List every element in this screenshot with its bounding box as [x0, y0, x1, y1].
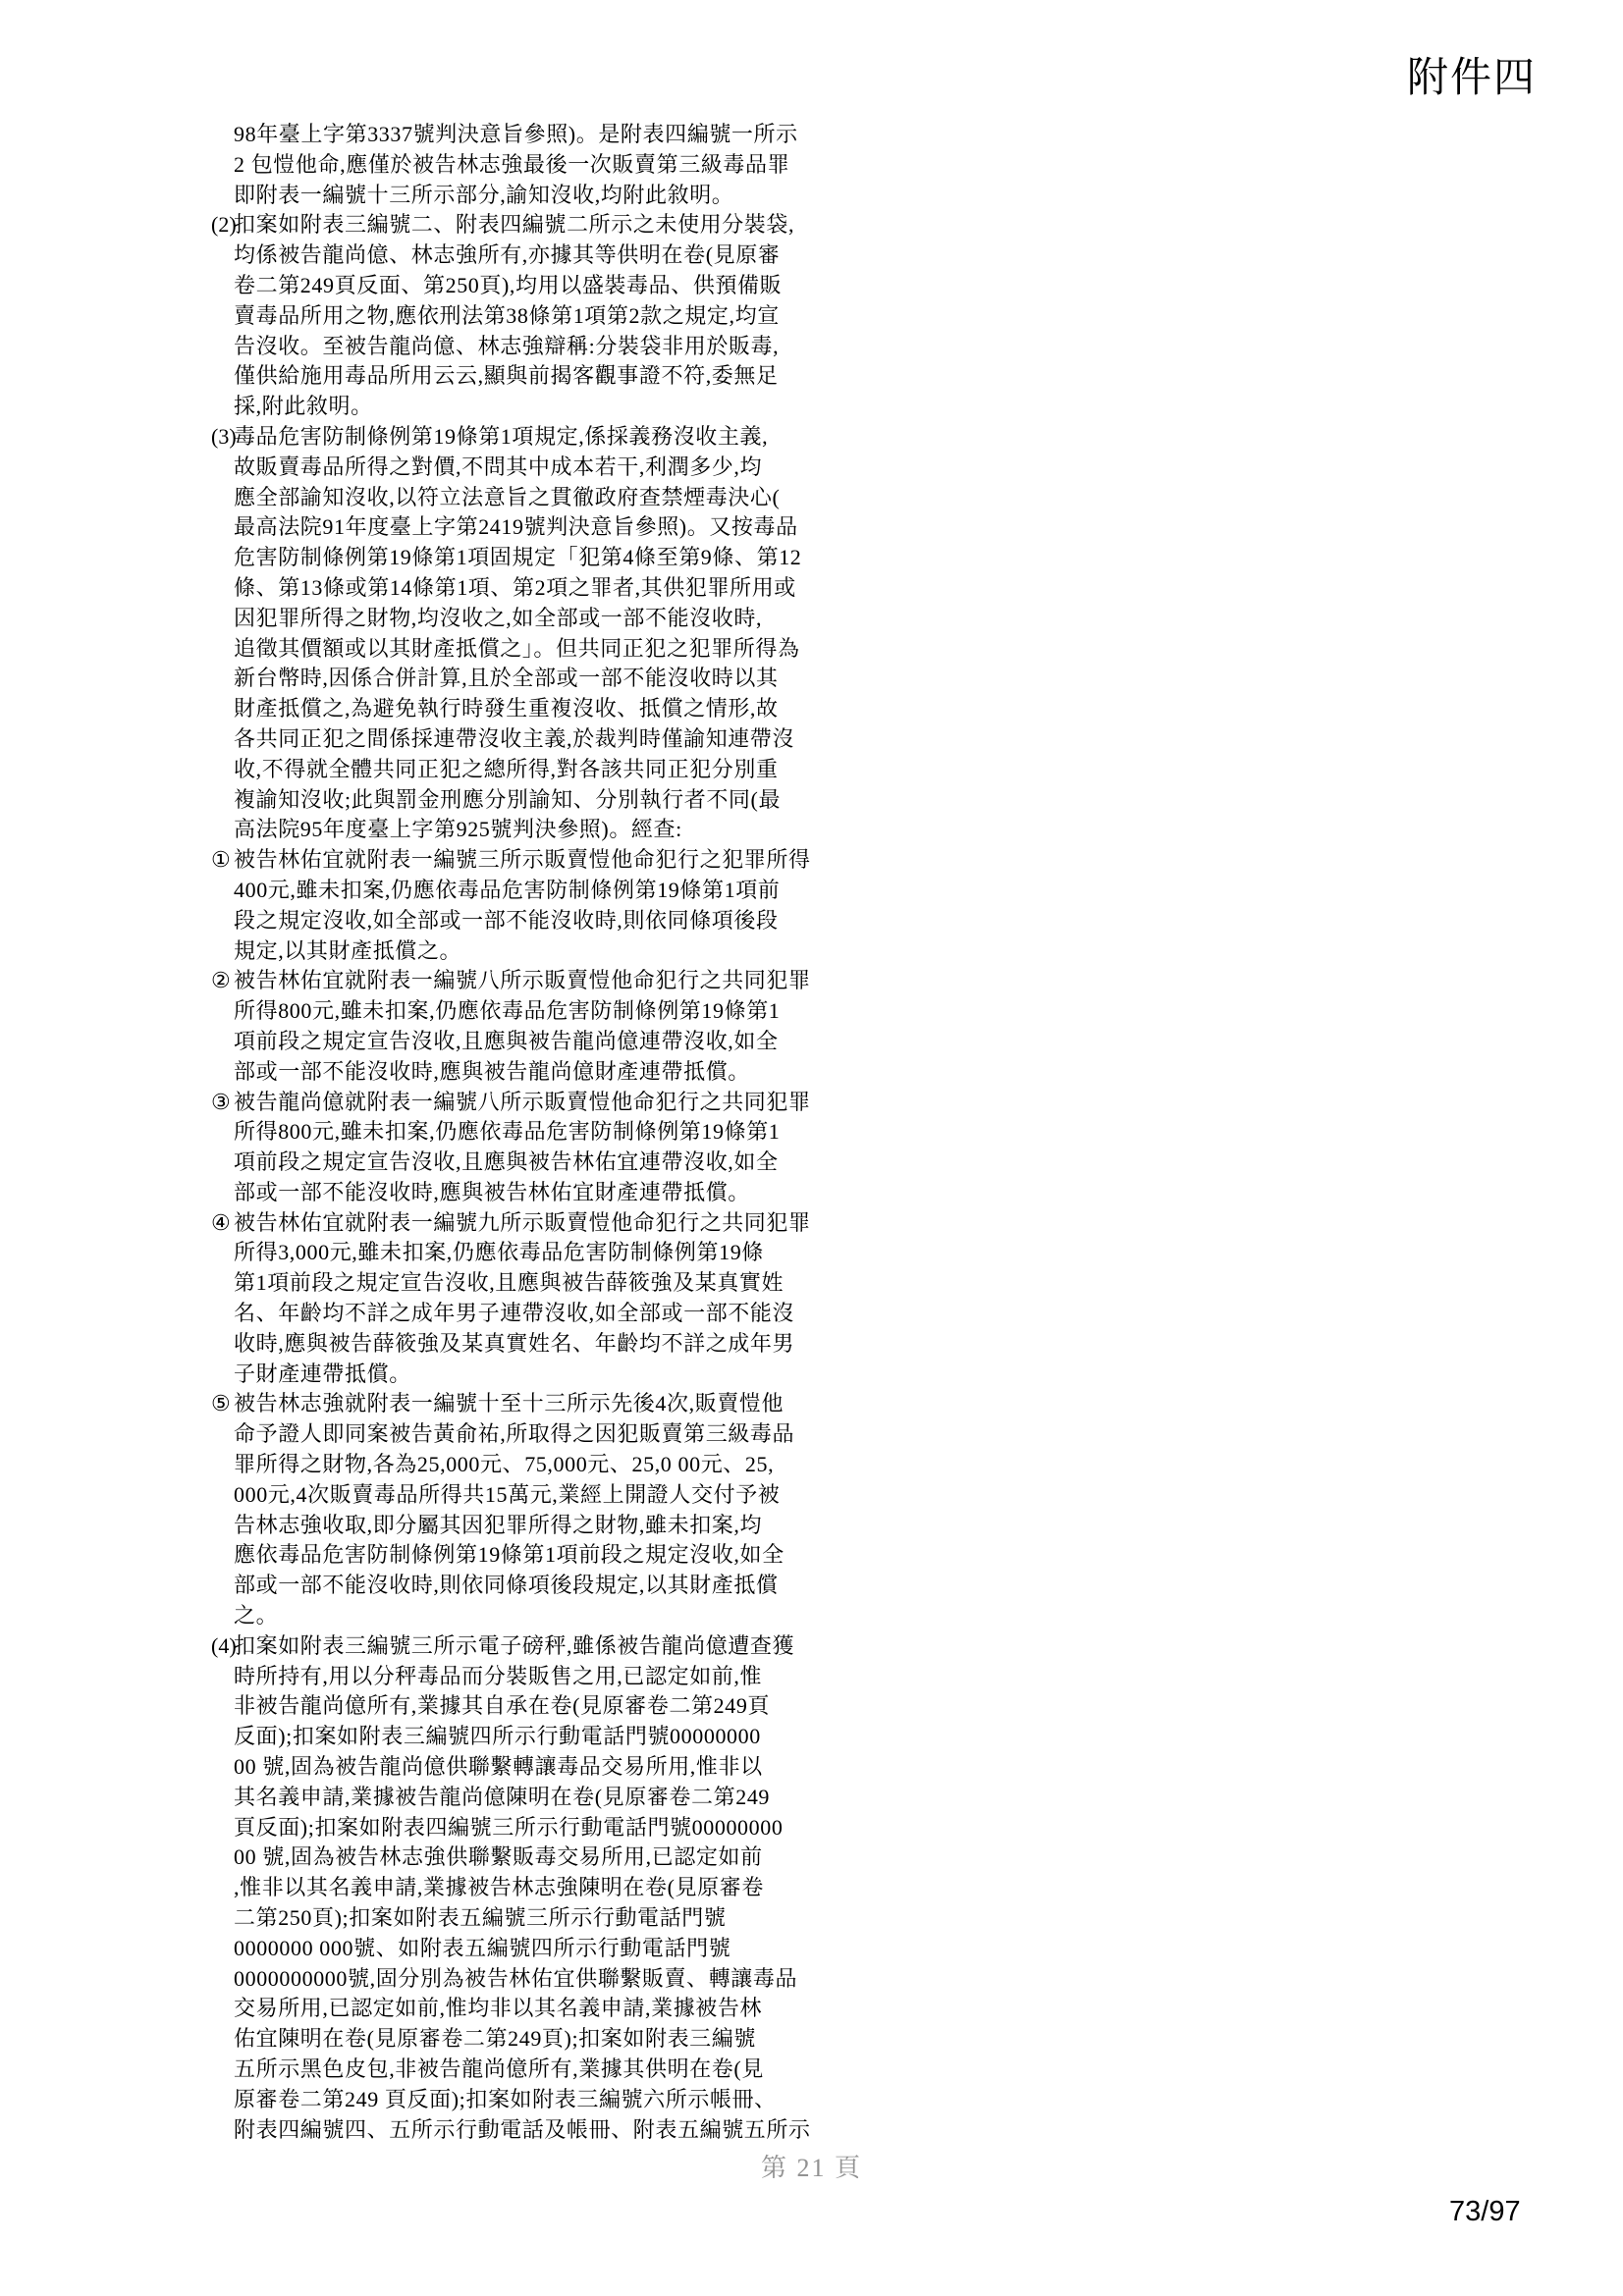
text-line-content: 交易所用,已認定如前,惟均非以其名義申請,業據被告林: [234, 1996, 763, 2021]
list-marker: ①: [211, 847, 231, 873]
text-line-content: 400元,雖未扣案,仍應依毒品危害防制條例第19條第1項前: [234, 877, 781, 902]
text-line: [211, 1813, 859, 1843]
text-line-content: 非被告龍尚億所有,業據其自承在卷(見原審卷二第249頁: [234, 1693, 771, 1719]
list-marker: (2): [211, 212, 237, 238]
text-line-content: 項前段之規定宣告沒收,且應與被告林佑宜連帶沒收,如全: [234, 1149, 779, 1175]
text-line: [211, 1419, 859, 1450]
text-line: [211, 1873, 859, 1903]
text-line-content: 佑宜陳明在卷(見原審卷二第249頁);扣案如附表三編號: [234, 2026, 756, 2052]
text-line-content: ,惟非以其名義申請,業據被告林志強陳明在卷(見原審卷: [234, 1875, 764, 1900]
text-line: [211, 604, 859, 634]
text-line: [211, 815, 859, 845]
text-line: [211, 1964, 859, 1995]
text-line-content: 卷二第249頁反面、第250頁),均用以盛裝毒品、供預備販: [234, 272, 783, 297]
text-line: [211, 392, 859, 422]
text-line-content: 扣案如附表三編號三所示電子磅秤,雖係被告龍尚億遭查獲: [234, 1632, 795, 1658]
text-line-content: 時所持有,用以分秤毒品而分裝販售之用,已認定如前,惟: [234, 1663, 763, 1688]
text-line: [211, 876, 859, 906]
text-line: [211, 210, 859, 240]
text-line: [211, 966, 859, 996]
text-line: [211, 332, 859, 362]
text-line-content: 段之規定沒收,如全部或一部不能沒收時,則依同條項後段: [234, 907, 779, 933]
text-line: [211, 361, 859, 392]
text-line: [211, 634, 859, 665]
page-number-footer: 第 21 頁: [760, 2154, 862, 2182]
text-line-content: 即附表一編號十三所示部分,諭知沒收,均附此敘明。: [234, 182, 734, 207]
text-line-content: 財產抵償之,為避免執行時發生重複沒收、抵償之情形,故: [234, 696, 779, 721]
text-line: [211, 2115, 859, 2146]
attachment-label: 附件四: [1406, 56, 1537, 101]
text-line-content: 複諭知沒收;此與罰金刑應分別諭知、分別執行者不同(最: [234, 786, 782, 812]
text-line: [211, 1842, 859, 1873]
text-line: [211, 1299, 859, 1329]
list-marker: (3): [211, 423, 237, 449]
text-line: [211, 1480, 859, 1511]
text-line: [211, 1117, 859, 1148]
text-line-content: 收,不得就全體共同正犯之總所得,對各該共同正犯分別重: [234, 756, 779, 781]
text-line-content: 第1項前段之規定宣告沒收,且應與被告薛筱強及某真實姓: [234, 1270, 784, 1296]
list-marker: ④: [211, 1209, 231, 1235]
text-line-content: 0000000 000號、如附表五編號四所示行動電話門號: [234, 1935, 731, 1960]
text-line-content: 00 號,固為被告龍尚億供聯繫轉讓毒品交易所用,惟非以: [234, 1754, 763, 1780]
text-line: [211, 996, 859, 1027]
text-line: [211, 483, 859, 513]
text-line: [211, 240, 859, 271]
text-line: [211, 1057, 859, 1088]
text-line-content: 之。: [234, 1603, 279, 1629]
list-marker: (4): [211, 1632, 237, 1658]
text-line-content: 項前段之規定宣告沒收,且應與被告龍尚億連帶沒收,如全: [234, 1028, 779, 1053]
text-line-content: 98年臺上字第3337號判決意旨參照)。是附表四編號一所示: [234, 122, 798, 146]
text-line-content: 子財產連帶抵償。: [234, 1361, 411, 1386]
text-line-content: 最高法院91年度臺上字第2419號判決意旨參照)。又按毒品: [234, 514, 798, 540]
text-line-content: 收時,應與被告薛筱強及某真實姓名、年齡均不詳之成年男: [234, 1330, 795, 1356]
text-line: [211, 755, 859, 785]
text-line: [211, 1178, 859, 1208]
text-line-content: 0000000000號,固分別為被告林佑宜供聯繫販賣、轉讓毒品: [234, 1965, 798, 1991]
text-line-content: 告林志強收取,即分屬其因犯罪所得之財物,雖未扣案,均: [234, 1512, 763, 1537]
text-line-content: 名、年齡均不詳之成年男子連帶沒收,如全部或一部不能沒: [234, 1301, 795, 1326]
text-line: [211, 120, 859, 150]
text-line-content: 原審卷二第249 頁反面);扣案如附表三編號六所示帳冊、: [234, 2086, 777, 2111]
text-line-content: 命予證人即同案被告黃俞祐,所取得之因犯販賣第三級毒品: [234, 1421, 795, 1447]
text-line: [211, 724, 859, 755]
text-line: [211, 2024, 859, 2055]
text-line: [211, 906, 859, 936]
text-line-content: 其名義申請,業據被告龍尚億陳明在卷(見原審卷二第249: [234, 1784, 771, 1809]
text-line: [211, 1631, 859, 1662]
text-line-content: 條、第13條或第14條第1項、第2項之罪者,其供犯罪所用或: [234, 574, 796, 600]
text-line-content: 被告林佑宜就附表一編號三所示販賣愷他命犯行之犯罪所得: [234, 847, 811, 873]
text-line-content: 採,附此敘明。: [234, 394, 373, 419]
text-line: [211, 301, 859, 332]
text-line: [211, 1662, 859, 1692]
text-line-content: 高法院95年度臺上字第925號判決參照)。經查:: [234, 817, 682, 842]
text-line-content: 被告林佑宜就附表一編號八所示販賣愷他命犯行之共同犯罪: [234, 968, 811, 993]
text-line: [211, 1268, 859, 1299]
text-line: [211, 181, 859, 211]
text-line: [211, 1027, 859, 1057]
text-line-content: 應依毒品危害防制條例第19條第1項前段之規定沒收,如全: [234, 1542, 784, 1568]
text-line: [211, 1691, 859, 1722]
text-line-content: 告沒收。至被告龍尚億、林志強辯稱:分裝袋非用於販毒,: [234, 333, 780, 358]
text-line-content: 所得3,000元,雖未扣案,仍應依毒品危害防制條例第19條: [234, 1240, 764, 1265]
text-line: [211, 1238, 859, 1268]
text-line-content: 00 號,固為被告林志強供聯繫販毒交易所用,已認定如前: [234, 1844, 763, 1870]
text-line-content: 均係被告龍尚億、林志強所有,亦據其等供明在卷(見原審: [234, 242, 781, 268]
text-line-content: 罪所得之財物,各為25,000元、75,000元、25,0 00元、25,: [234, 1452, 775, 1477]
text-line-content: 各共同正犯之間係採連帶沒收主義,於裁判時僅諭知連帶沒: [234, 725, 795, 751]
text-line-content: 五所示黑色皮包,非被告龍尚億所有,業據其供明在卷(見: [234, 2056, 764, 2081]
text-line: [211, 1934, 859, 1964]
text-line: [211, 936, 859, 967]
text-line-content: 反面);扣案如附表三編號四所示行動電話門號00000000: [234, 1724, 761, 1749]
text-line: [211, 1903, 859, 1934]
text-line-content: 所得800元,雖未扣案,仍應依毒品危害防制條例第19條第1: [234, 1119, 781, 1145]
text-line-content: 追徵其價額或以其財產抵償之」。但共同正犯之犯罪所得為: [234, 635, 800, 661]
text-line: [211, 1208, 859, 1239]
text-line: [211, 785, 859, 816]
text-line: [211, 1389, 859, 1419]
text-line: [211, 1571, 859, 1601]
text-line-content: 因犯罪所得之財物,均沒收之,如全部或一部不能沒收時,: [234, 605, 763, 630]
text-line-content: 賣毒品所用之物,應依刑法第38條第1項第2款之規定,均宣: [234, 302, 780, 328]
text-line-content: 二第250頁);扣案如附表五編號三所示行動電話門號: [234, 1905, 727, 1931]
text-line: [211, 1329, 859, 1360]
text-line: [211, 573, 859, 604]
text-line: [211, 694, 859, 724]
text-line: [211, 422, 859, 453]
text-line-content: 部或一部不能沒收時,應與被告龍尚億財產連帶抵償。: [234, 1058, 750, 1084]
text-line-content: 所得800元,雖未扣案,仍應依毒品危害防制條例第19條第1: [234, 998, 781, 1024]
text-line: [211, 2085, 859, 2115]
text-line: [211, 1148, 859, 1178]
text-line: [211, 2055, 859, 2085]
text-line: [211, 1511, 859, 1541]
text-line: [211, 1994, 859, 2024]
text-line: [211, 1540, 859, 1571]
text-line-content: 毒品危害防制條例第19條第1項規定,係採義務沒收主義,: [234, 423, 769, 449]
text-line-content: 規定,以其財產抵償之。: [234, 937, 462, 963]
text-line-content: 部或一部不能沒收時,應與被告林佑宜財產連帶抵償。: [234, 1179, 750, 1204]
list-marker: ②: [211, 968, 231, 993]
text-line: [211, 543, 859, 573]
text-line-content: 被告林志強就附表一編號十至十三所示先後4次,販賣愷他: [234, 1391, 784, 1416]
text-line-content: 被告龍尚億就附表一編號八所示販賣愷他命犯行之共同犯罪: [234, 1089, 811, 1114]
list-marker: ⑤: [211, 1391, 231, 1416]
pdf-page-indicator: 73/97: [1449, 2196, 1521, 2227]
text-line: [211, 1360, 859, 1390]
text-line-content: 2 包愷他命,應僅於被告林志強最後一次販賣第三級毒品罪: [234, 151, 790, 177]
text-line-content: 附表四編號四、五所示行動電話及帳冊、附表五編號五所示: [234, 2116, 811, 2142]
text-line: [211, 664, 859, 694]
text-line: [211, 845, 859, 876]
text-line: [211, 453, 859, 483]
text-line: [211, 1450, 859, 1480]
text-line-content: 頁反面);扣案如附表四編號三所示行動電話門號00000000: [234, 1814, 784, 1840]
body-text: [211, 120, 859, 2145]
text-line-content: 000元,4次販賣毒品所得共15萬元,業經上開證人交付予被: [234, 1481, 781, 1507]
text-line-content: 應全部諭知沒收,以符立法意旨之貫徹政府查禁煙毒決心(: [234, 484, 781, 509]
text-line-content: 部或一部不能沒收時,則依同條項後段規定,以其財產抵償: [234, 1573, 779, 1598]
text-line: [211, 271, 859, 301]
text-line: [211, 512, 859, 543]
list-marker: ③: [211, 1089, 231, 1114]
text-line: [211, 1752, 859, 1783]
text-line: [211, 1783, 859, 1813]
text-line: [211, 150, 859, 181]
text-line: [211, 1601, 859, 1631]
text-line-content: 故販賣毒品所得之對價,不問其中成本若干,利潤多少,均: [234, 454, 763, 479]
text-line-content: 被告林佑宜就附表一編號九所示販賣愷他命犯行之共同犯罪: [234, 1209, 811, 1235]
text-line: [211, 1722, 859, 1752]
text-line-content: 僅供給施用毒品所用云云,顯與前揭客觀事證不符,委無足: [234, 363, 779, 389]
text-line-content: 新台幣時,因係合併計算,且於全部或一部不能沒收時以其: [234, 666, 779, 691]
text-line-content: 危害防制條例第19條第1項固規定「犯第4條至第9條、第12: [234, 545, 802, 570]
text-line-content: 扣案如附表三編號二、附表四編號二所示之未使用分裝袋,: [234, 212, 795, 238]
text-line: [211, 1088, 859, 1118]
